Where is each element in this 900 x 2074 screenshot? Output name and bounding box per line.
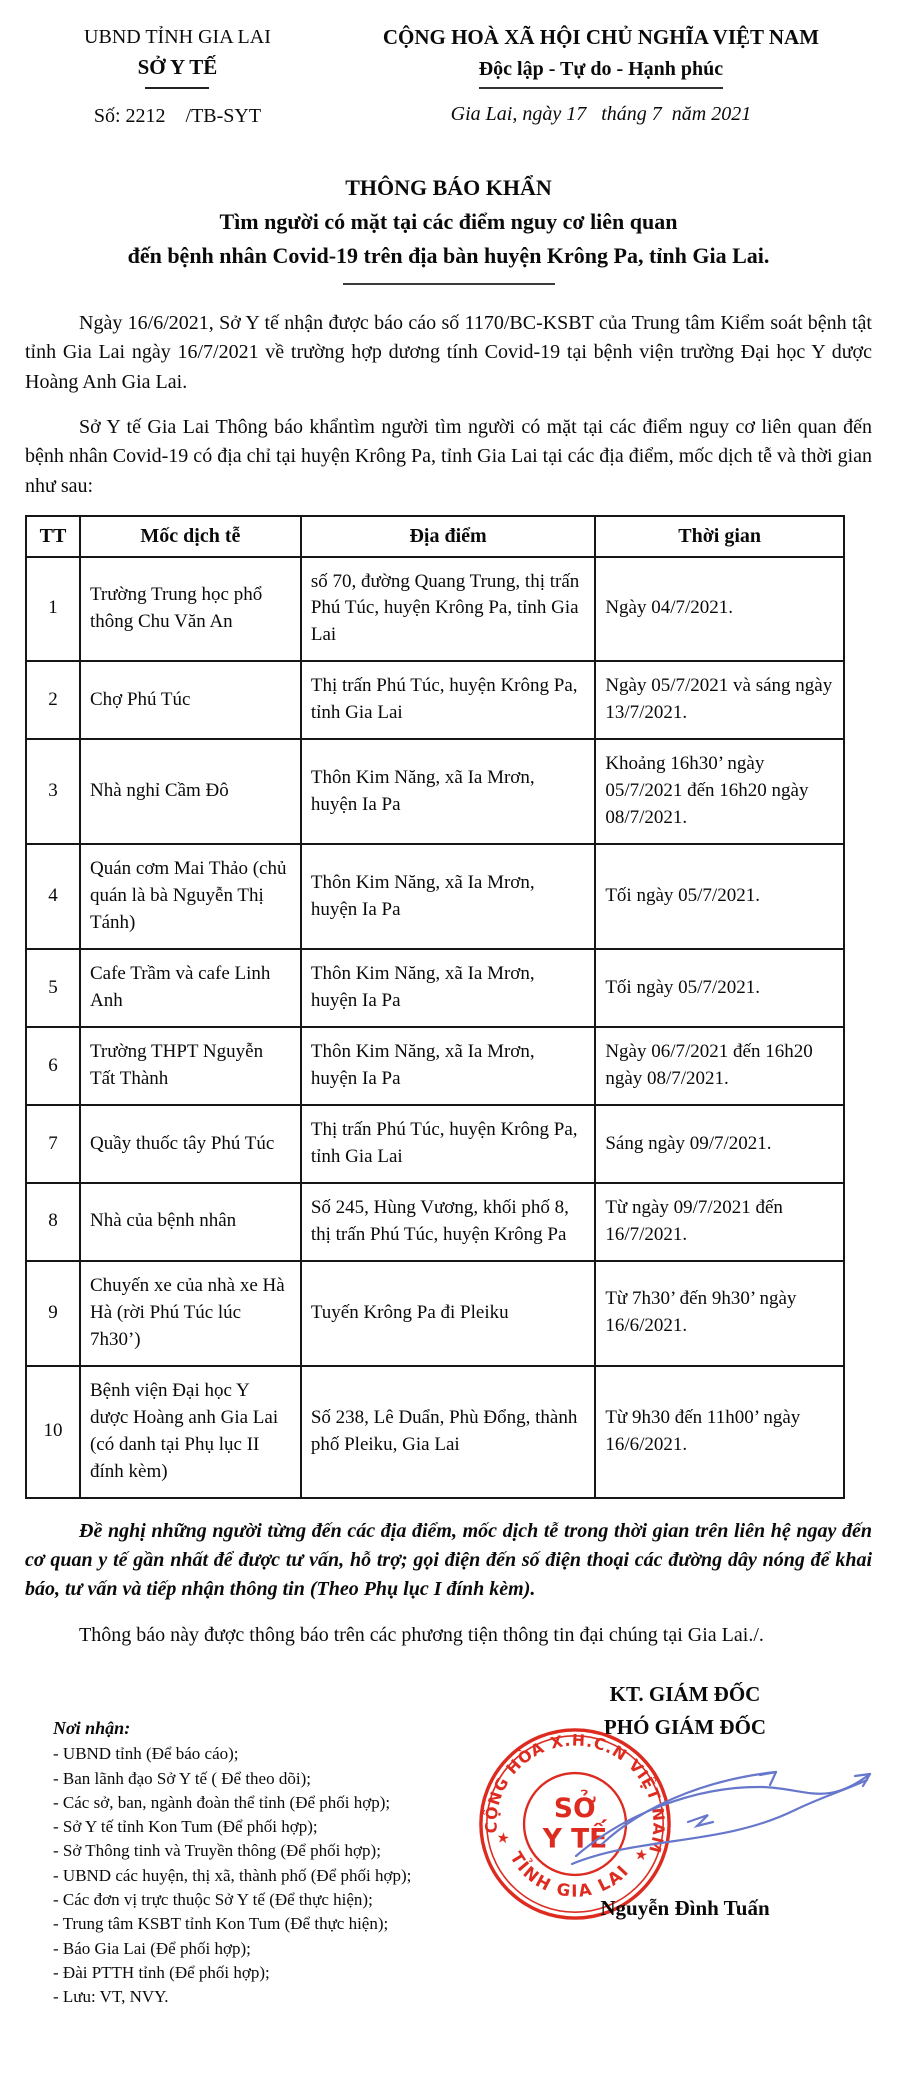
seal-bottom-text: TỈNH GIA LAI [506,1848,634,1902]
table-column-header: Thời gian [595,516,844,556]
cell-location: Thị trấn Phú Túc, huyện Krông Pa, tỉnh Gia Lai [301,1105,595,1183]
cell-milestone: Nhà nghỉ Cầm Đô [80,739,301,844]
recipient-item: - UBND các huyện, thị xã, thành phố (Để phối hợp); [53,1865,412,1885]
signer-title-line2: PHÓ GIÁM ĐỐC [603,1714,767,1739]
cell-time: Sáng ngày 09/7/2021. [595,1105,844,1183]
recipient-item: - Sở Thông tinh và Truyền thông (Để phối hợp); [53,1841,381,1861]
table-row [26,661,844,739]
national-title: CỘNG HOÀ XÃ HỘI CHỦ NGHĨA VIỆT NAM [382,25,820,49]
seal-center-line1: SỞ [553,1793,597,1825]
table-body [26,557,844,1498]
cell-index: 9 [26,1261,80,1366]
cell-location: Thôn Kim Năng, xã Ia Mrơn, huyện Ia Pa [301,1027,595,1105]
signer-name: Nguyễn Đình Tuấn [600,1896,770,1921]
document-header [25,22,872,131]
cell-time: Ngày 04/7/2021. [595,557,844,662]
seal-star-right-icon: ★ [633,1846,649,1865]
cell-time: Ngày 05/7/2021 và sáng ngày 13/7/2021. [595,661,844,739]
handwritten-signature-icon [570,1756,885,1871]
table-column-header: Mốc dịch tễ [80,516,301,556]
national-motto: Độc lập - Tự do - Hạnh phúc [479,54,723,89]
paragraph-announcement: Sở Y tế Gia Lai Thông báo khẩntìm người tìm người có mặt tại các điểm nguy cơ liên quan đến bệnh nhân Covid-19 có địa chỉ tại huyện Krông Pa, tỉnh Gia Lai tại các địa điểm, mốc dịch tễ và thời gian như sau: [25,415,873,497]
signature-area [25,1668,872,2022]
table-row [26,739,844,844]
document-number: Số: 2212 /TB-SYT [93,104,262,127]
table-row [26,1105,844,1183]
title-divider [343,283,555,285]
cell-index: 5 [26,949,80,1027]
cell-milestone: Quán cơm Mai Thảo (chủ quán là bà Nguyễn Thị Tánh) [80,844,301,949]
table-row [26,1027,844,1105]
cell-milestone: Trường THPT Nguyễn Tất Thành [80,1027,301,1105]
cell-time: Từ 9h30 đến 11h00’ ngày 16/6/2021. [595,1366,844,1498]
table-row [26,1261,844,1366]
cell-location: số 70, đường Quang Trung, thị trấn Phú Túc, huyện Krông Pa, tỉnh Gia Lai [301,557,595,662]
cell-index: 1 [26,557,80,662]
recipient-item: - Lưu: VT, NVY. [53,1987,169,2007]
paragraph-media: Thông báo này được thông báo trên các phương tiện thông tin đại chúng tại Gia Lai./. [79,1623,764,1646]
national-header-block [330,22,872,131]
paragraph-report: Ngày 16/6/2021, Sở Y tế nhận được báo cáo số 1170/BC-KSBT của Trung tâm Kiểm soát bệnh tật tỉnh Gia Lai ngày 16/7/2021 về trường hợp dương tính Covid-19 tại bệnh viện trường Đại học Y dược Hoàng Anh Gia Lai. [25,311,872,393]
recipient-item: - Báo Gia Lai (Để phối hợp); [53,1938,251,1958]
table-row [26,1366,844,1498]
table-header-row [26,516,844,556]
cell-location: Số 245, Hùng Vương, khối phố 8, thị trấn Phú Túc, huyện Krông Pa [301,1183,595,1261]
recipient-item: - Trung tâm KSBT tỉnh Kon Tum (Để thực hiện); [53,1914,389,1934]
table-row [26,844,844,949]
recipients-label: Nơi nhận: [53,1718,131,1739]
cell-location: Thị trấn Phú Túc, huyện Krông Pa, tỉnh Gia Lai [301,661,595,739]
cell-index: 6 [26,1027,80,1105]
issuing-agency-parent: UBND TỈNH GIA LAI [84,26,271,48]
table-header [26,516,844,556]
cell-index: 7 [26,1105,80,1183]
table-column-header: TT [26,516,80,556]
cell-milestone: Bệnh viện Đại học Y dược Hoàng anh Gia Lai (có danh tại Phụ lục II đính kèm) [80,1366,301,1498]
header-divider [145,87,209,89]
title-line3: đến bệnh nhân Covid-19 trên địa bàn huyện Krông Pa, tỉnh Gia Lai. [127,242,770,268]
cell-index: 10 [26,1366,80,1498]
cell-index: 4 [26,844,80,949]
recipient-item: - Đài PTTH tỉnh (Để phối hợp); [53,1962,270,1982]
cell-milestone: Quầy thuốc tây Phú Túc [80,1105,301,1183]
recipient-item: - Các đơn vị trực thuộc Sở Y tế (Để thực hiện); [53,1890,373,1910]
cell-time: Khoảng 16h30’ ngày 05/7/2021 đến 16h20 ngày 08/7/2021. [595,739,844,844]
cell-location: Thôn Kim Năng, xã Ia Mrơn, huyện Ia Pa [301,739,595,844]
seal-star-left-icon: ★ [495,1829,511,1848]
document-title [25,171,872,285]
signer-title-line1: KT. GIÁM ĐỐC [609,1682,761,1707]
table-column-header: Địa điểm [301,516,595,556]
issuing-agency-block [25,22,330,131]
cell-location: Tuyến Krông Pa đi Pleiku [301,1261,595,1366]
recipient-item: - Các sở, ban, ngành đoàn thể tỉnh (Để phối hợp); [53,1792,391,1812]
cell-index: 3 [26,739,80,844]
place-date-line: Gia Lai, ngày 17 tháng 7 năm 2021 [450,102,752,125]
cell-milestone: Cafe Trầm và cafe Linh Anh [80,949,301,1027]
cell-time: Tối ngày 05/7/2021. [595,844,844,949]
cell-index: 2 [26,661,80,739]
title-line2: Tìm người có mặt tại các điểm nguy cơ liên quan [219,208,678,234]
cell-time: Từ ngày 09/7/2021 đến 16/7/2021. [595,1183,844,1261]
seal-center-line2: Y TẾ [542,1823,608,1855]
cell-time: Từ 7h30’ đến 9h30’ ngày 16/6/2021. [595,1261,844,1366]
cell-milestone: Chuyến xe của nhà xe Hà Hà (rời Phú Túc lúc 7h30’) [80,1261,301,1366]
table-row [26,557,844,662]
recipient-item: - UBND tỉnh (Để báo cáo); [53,1744,239,1764]
seal-top-text: CỘNG HÒA X.H.C.N VIỆT NAM [481,1730,669,1856]
recipient-item: - Ban lãnh đạo Sở Y tế ( Để theo dõi); [53,1768,311,1788]
cell-milestone: Trường Trung học phổ thông Chu Văn An [80,557,301,662]
epidemiology-table [25,515,845,1499]
cell-location: Thôn Kim Năng, xã Ia Mrơn, huyện Ia Pa [301,844,595,949]
cell-location: Thôn Kim Năng, xã Ia Mrơn, huyện Ia Pa [301,949,595,1027]
cell-time: Ngày 06/7/2021 đến 16h20 ngày 08/7/2021. [595,1027,844,1105]
issuing-agency: SỞ Y TẾ [137,55,218,79]
recipient-item: - Sở Y tế tỉnh Kon Tum (Để phối hợp); [53,1817,318,1837]
cell-index: 8 [26,1183,80,1261]
table-row [26,949,844,1027]
cell-time: Tối ngày 05/7/2021. [595,949,844,1027]
cell-location: Số 238, Lê Duẩn, Phù Đổng, thành phố Pleiku, Gia Lai [301,1366,595,1498]
table-row [26,1183,844,1261]
title-line1: THÔNG BÁO KHẨN [345,174,552,200]
cell-milestone: Chợ Phú Túc [80,661,301,739]
paragraph-request: Đề nghị những người từng đến các địa điểm, mốc dịch tễ trong thời gian trên liên hệ ngay đến cơ quan y tế gần nhất để được tư vấn, hỗ trợ; gọi điện đến số điện thoại các đường dây nóng để khai báo, tư vấn và tiếp nhận thông tin (Theo Phụ lục I đính kèm). [25,1519,872,1601]
cell-milestone: Nhà của bệnh nhân [80,1183,301,1261]
